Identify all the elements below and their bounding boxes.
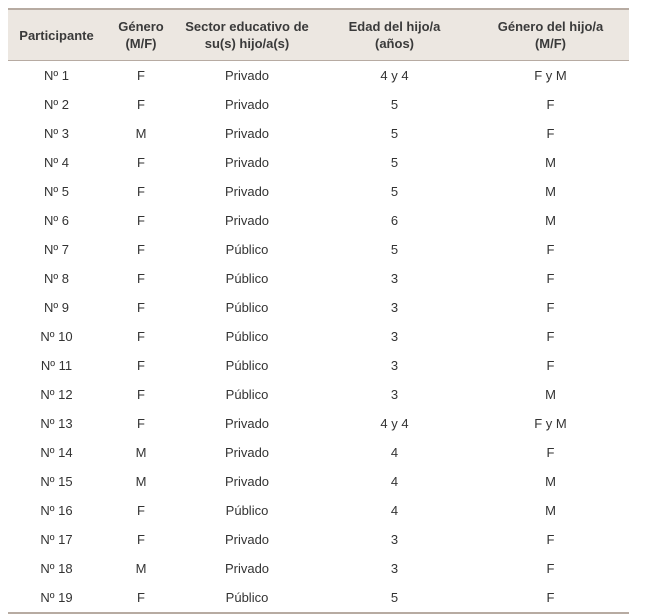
child-age-cell: 3 xyxy=(390,271,399,286)
gender-cell: F xyxy=(137,68,145,83)
child-gender-cell: M xyxy=(545,387,556,402)
gender-cell: F xyxy=(137,532,145,547)
child-gender-cell: F xyxy=(546,329,555,344)
table-body xyxy=(8,61,629,614)
table-row xyxy=(8,583,629,613)
column-header-line: Género xyxy=(118,19,164,34)
sector-cell: Privado xyxy=(224,126,270,141)
child-age-cell: 6 xyxy=(390,213,399,228)
column-header-child-gender xyxy=(472,9,629,61)
child-age-cell: 4 xyxy=(390,474,399,489)
child-gender-cell: M xyxy=(545,503,556,518)
gender-cell: M xyxy=(135,561,147,576)
gender-cell: F xyxy=(137,271,145,286)
participant-cell: Nº 2 xyxy=(44,97,69,112)
participant-cell: Nº 11 xyxy=(40,358,73,373)
child-gender-cell: F xyxy=(546,532,555,547)
child-age-cell: 5 xyxy=(390,242,399,257)
table-row xyxy=(8,554,629,583)
gender-cell: F xyxy=(137,300,145,315)
sector-cell: Público xyxy=(225,329,269,344)
gender-cell: M xyxy=(135,474,147,489)
participant-cell: Nº 18 xyxy=(40,561,73,576)
sector-cell: Público xyxy=(225,300,269,315)
table-row xyxy=(8,148,629,177)
child-gender-cell: M xyxy=(545,474,556,489)
table-row xyxy=(8,525,629,554)
child-age-cell: 3 xyxy=(390,532,399,547)
column-header-participant xyxy=(8,9,105,61)
sector-cell: Público xyxy=(225,271,269,286)
gender-cell: F xyxy=(137,242,145,257)
sector-cell: Privado xyxy=(224,155,270,170)
table-row xyxy=(8,496,629,525)
participant-cell: Nº 5 xyxy=(44,184,69,199)
gender-cell: M xyxy=(135,126,147,141)
table-row xyxy=(8,264,629,293)
sector-cell: Privado xyxy=(224,68,270,83)
gender-cell: M xyxy=(135,445,147,460)
child-gender-cell: F y M xyxy=(534,416,567,431)
child-age-cell: 5 xyxy=(317,583,472,613)
table-row xyxy=(8,293,629,322)
participant-cell: Nº 13 xyxy=(40,416,73,431)
sector-cell: Público xyxy=(225,387,269,402)
child-age-cell: 3 xyxy=(390,329,399,344)
child-gender-cell: M xyxy=(545,155,556,170)
table-row xyxy=(8,380,629,409)
column-header-line: (años) xyxy=(375,36,414,51)
column-header-line: su(s) hijo/a(s) xyxy=(204,36,290,51)
sector-cell: Privado xyxy=(224,184,270,199)
child-age-cell: 5 xyxy=(390,184,399,199)
table-row xyxy=(8,467,629,496)
child-gender-cell: F xyxy=(546,300,555,315)
table-row xyxy=(8,119,629,148)
participant-cell: Nº 8 xyxy=(44,271,69,286)
sector-cell: Público xyxy=(225,503,269,518)
child-age-cell: 4 xyxy=(390,503,399,518)
sector-cell: Privado xyxy=(224,416,270,431)
participant-cell: Nº 19 xyxy=(8,583,105,613)
child-age-cell: 4 y 4 xyxy=(380,68,409,83)
participant-cell: Nº 4 xyxy=(44,155,69,170)
gender-cell: F xyxy=(137,329,145,344)
sector-cell: Privado xyxy=(224,532,270,547)
column-header-line: Participante xyxy=(19,27,94,43)
participant-cell: Nº 17 xyxy=(40,532,73,547)
child-gender-cell: M xyxy=(545,213,556,228)
child-gender-cell: F xyxy=(546,561,555,576)
sector-cell: Público xyxy=(177,583,317,613)
column-header-line: (M/F) xyxy=(125,36,157,51)
child-age-cell: 5 xyxy=(390,126,399,141)
participant-cell: Nº 1 xyxy=(44,68,69,83)
column-header-line: Edad del hijo/a xyxy=(348,19,441,34)
participant-cell: Nº 12 xyxy=(40,387,73,402)
gender-cell: F xyxy=(137,155,145,170)
gender-cell: F xyxy=(137,213,145,228)
participant-cell: Nº 7 xyxy=(44,242,69,257)
child-gender-cell: F xyxy=(546,242,555,257)
child-gender-cell: M xyxy=(545,184,556,199)
gender-cell: F xyxy=(137,358,145,373)
child-gender-cell: F xyxy=(546,445,555,460)
gender-cell: F xyxy=(137,387,145,402)
child-age-cell: 5 xyxy=(390,155,399,170)
child-gender-cell: F xyxy=(546,271,555,286)
sector-cell: Privado xyxy=(224,474,270,489)
sector-cell: Público xyxy=(225,358,269,373)
table-row xyxy=(8,322,629,351)
sector-cell: Privado xyxy=(224,97,270,112)
child-age-cell: 3 xyxy=(390,358,399,373)
participant-cell: Nº 3 xyxy=(44,126,69,141)
participant-cell: Nº 10 xyxy=(40,329,73,344)
child-age-cell: 4 xyxy=(390,445,399,460)
child-gender-cell: F y M xyxy=(534,68,567,83)
child-age-cell: 4 y 4 xyxy=(380,416,409,431)
column-header-line: (M/F) xyxy=(534,36,567,51)
child-gender-cell: F xyxy=(546,97,555,112)
column-header-line: Sector educativo de xyxy=(185,19,309,34)
column-header-child-age xyxy=(317,9,472,61)
sector-cell: Público xyxy=(225,242,269,257)
table-row xyxy=(8,438,629,467)
child-gender-cell: F xyxy=(546,358,555,373)
header-row xyxy=(8,9,629,61)
gender-cell: F xyxy=(137,184,145,199)
participant-cell: Nº 6 xyxy=(44,213,69,228)
table-row xyxy=(8,409,629,438)
sector-cell: Privado xyxy=(224,445,270,460)
gender-cell: F xyxy=(137,416,145,431)
sector-cell: Privado xyxy=(224,561,270,576)
table-row xyxy=(8,206,629,235)
child-age-cell: 5 xyxy=(390,97,399,112)
sector-cell: Privado xyxy=(224,213,270,228)
gender-cell: F xyxy=(137,503,145,518)
table-row xyxy=(8,177,629,206)
gender-cell: F xyxy=(137,97,145,112)
table-header xyxy=(8,9,629,61)
table-row xyxy=(8,61,629,91)
gender-cell: F xyxy=(105,583,177,613)
participants-table-container xyxy=(8,8,629,614)
child-age-cell: 3 xyxy=(390,300,399,315)
child-gender-cell: F xyxy=(546,126,555,141)
column-header-gender xyxy=(105,9,177,61)
table-row xyxy=(8,235,629,264)
child-age-cell: 3 xyxy=(390,561,399,576)
table-row xyxy=(8,351,629,380)
participant-cell: Nº 14 xyxy=(40,445,73,460)
participant-cell: Nº 9 xyxy=(44,300,69,315)
participant-cell: Nº 16 xyxy=(40,503,73,518)
participant-cell: Nº 15 xyxy=(40,474,73,489)
participants-table xyxy=(8,8,629,614)
table-row xyxy=(8,90,629,119)
column-header-education-sector xyxy=(177,9,317,61)
child-gender-cell: F xyxy=(472,583,629,613)
column-header-line: Género del hijo/a xyxy=(497,19,604,34)
child-age-cell: 3 xyxy=(390,387,399,402)
